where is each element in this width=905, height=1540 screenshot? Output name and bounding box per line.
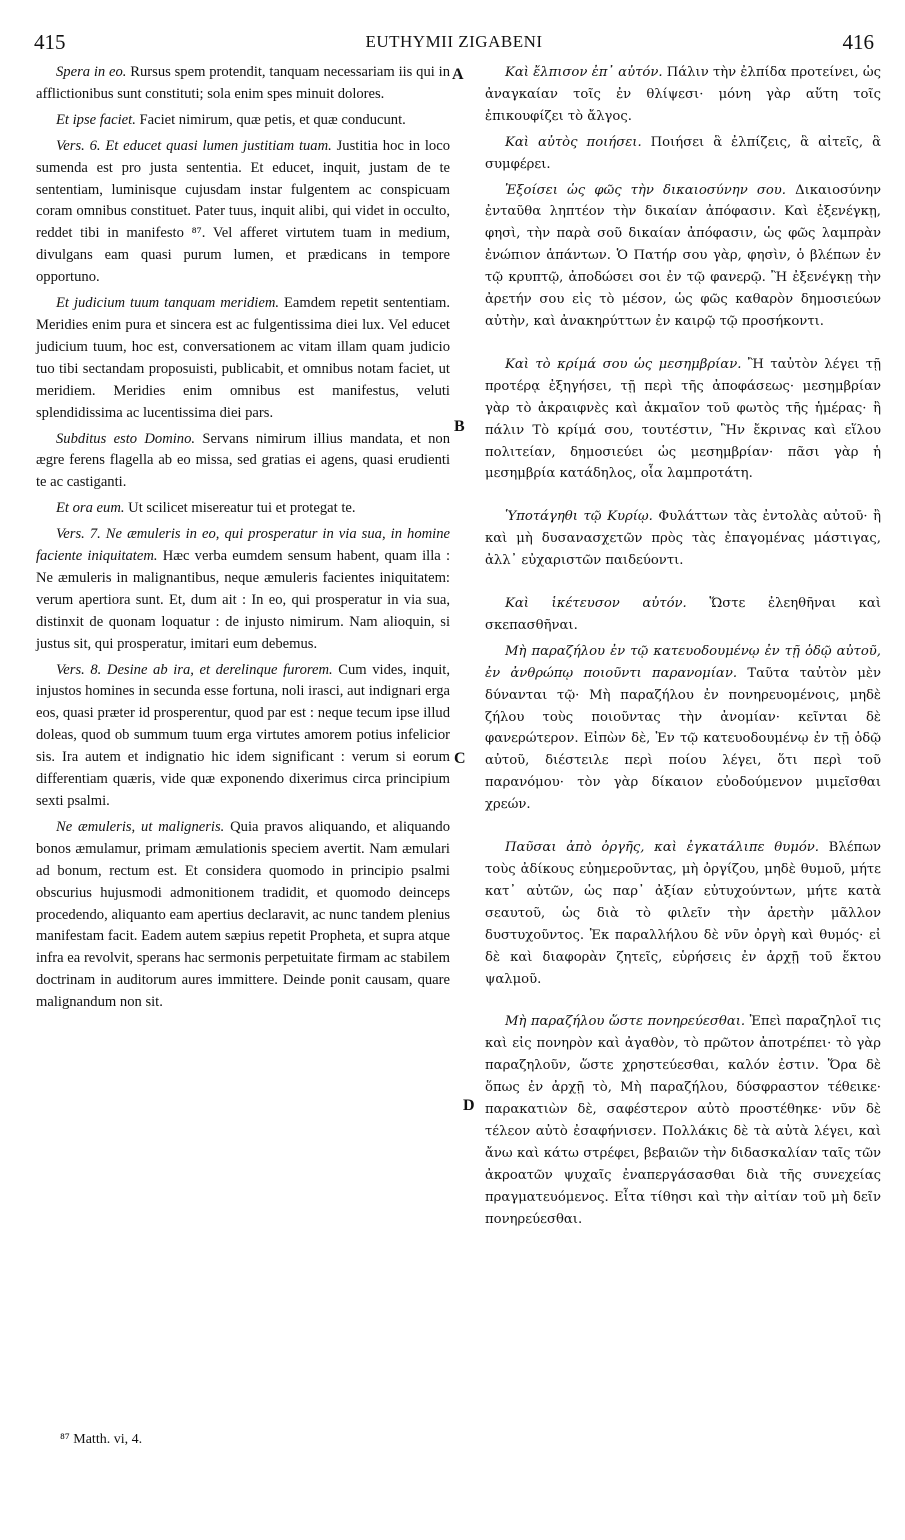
latin-commentary: Cum vides, inquit, injustos homines in secunda esse fortuna, noli irasci, aut indignari erga eos, quasi præter id prosperentur, quod par est : neque tecum ipse illud doleas, quod ob summum tuum erga virtutes amorem potius infelicior sis. Ira autem et indignatio hic idem significant : verum si eorum differentiam quæris, vide quæ exponendo dixerimus circa principium sexti psalmi. bbox=[36, 661, 450, 809]
latin-paragraph bbox=[36, 293, 450, 424]
greek-lemma: Μὴ παραζήλου ἐν τῷ κατευοδουμένῳ ἐν τῇ ὁδῷ αὐτοῦ, ἐν ἀνθρώπῳ ποιοῦντι παρανομίαν. bbox=[485, 643, 881, 681]
latin-paragraph bbox=[36, 498, 450, 520]
section-marker-b: B bbox=[454, 418, 465, 435]
greek-paragraph bbox=[485, 506, 881, 572]
latin-paragraph bbox=[36, 136, 450, 289]
latin-lemma: Et ipse faciet. bbox=[56, 111, 136, 128]
greek-lemma: Ἐξοίσει ὡς φῶς τὴν δικαιοσύνην σου. bbox=[505, 182, 786, 198]
page-number-left: 415 bbox=[34, 30, 66, 54]
latin-lemma: Vers. 6. Et educet quasi lumen justitiam tuam. bbox=[56, 137, 332, 154]
greek-commentary: Ἐπεὶ παραζηλοῖ τις καὶ εἰς πονηρὸν καὶ ἀγαθὸν, τὸ πρῶτον ἀποτρέπει· τὸ γὰρ παραζηλοῦν, ὥστε χρηστεύεσθαι, καλόν ἐστιν. Ὅρα δὲ ὅπως ἐν ἀρχῇ τὸ, Μὴ παραζήλου, δύσφραστον τέθεικε· παρακατιὼν δὲ, σαφέστερον αὐτὸ προστέθηκε· νῦν δὲ τέλεον αὐτὸ ἐσαφήνισεν. Πολλάκις δὲ τὰ αὐτὰ λέγει, καὶ ἄνω καὶ κάτω στρέφει, βεβαιῶν τὴν διδασκαλίαν ταῖς τῶν ἀκροατῶν ψυχαῖς ἐναπεργάσασθαι διὰ τῆς συνεχείας πραγματευόμενος. Εἶτα τίθησι καὶ τὴν αἰτίαν τοῦ μὴ δεῖν πονηρεύεσθαι. bbox=[485, 1014, 881, 1227]
greek-lemma: Καὶ ἔλπισον ἐπ᾽ αὐτόν. bbox=[505, 65, 663, 80]
latin-paragraph bbox=[36, 660, 450, 813]
latin-column bbox=[36, 62, 450, 1018]
greek-commentary: Βλέπων τοὺς ἀδίκους εὐημεροῦντας, μὴ ὀργίζου, μηδὲ θυμοῦ, μήτε κατ᾽ αὐτῶν, ὡς παρ᾽ ἀξίαν εὐτυχούντων, μήτε κατὰ σεαυτοῦ, ὡς διὰ τὸ φιλεῖν τὴν ἀρετὴν μᾶλλον δυστυχοῦντος. Ἐκ παραλλήλου δὲ νῦν ὀργὴ καὶ θυμός· εἰ δὲ καὶ διαφορὰν ζητεῖς, εὑρήσεις ἐν ἀρχῇ τοῦ ἕκτου ψαλμοῦ. bbox=[485, 840, 881, 987]
page-header bbox=[34, 30, 874, 54]
latin-commentary: Rursus spem protendit, tanquam necessariam iis qui in afflictionibus sunt constituti; sola enim spes minuit dolores. bbox=[36, 64, 450, 102]
latin-commentary: Quia pravos aliquando, et aliquando bonos æmulamur, primam æmulationis speciem avertit. Nam æmulari ad bonum, rectum est. Et considera quomodo in principio psalmi obscurius hujusmodi admonitionem tradidit, et quomodo deinceps procedendo, aliquanto eam apertius declaravit, ac nunc tandem plenius manifestam facit. Eadem autem sæpius repetit Propheta, et supra atque infra ea revolvit, sperans hac sermonis perpetuitate firmam ac stabilem doctrinam in auditorum aures immittere. Deinde ponit causam, quare malignandum non sit. bbox=[36, 818, 450, 1011]
greek-paragraph bbox=[485, 641, 881, 816]
greek-paragraph bbox=[485, 180, 881, 333]
latin-paragraph bbox=[36, 62, 450, 106]
latin-commentary: Eamdem repetit sententiam. Meridies enim pura et sincera est ac fulgentissima diei lux. Vel educet judicium tuum, hoc est, conversationem ac vitam illam quam judicio tuo tibi sectandam proposuisti, publicabit, et omnibus notam faciet, ut meridiem. Meridies enim omnibus est manifestus, veluti splendidissima ac lucentissima diei pars. bbox=[36, 295, 450, 421]
greek-paragraph bbox=[485, 1011, 881, 1230]
latin-lemma: Et ora eum. bbox=[56, 500, 125, 517]
latin-lemma: Ne æmuleris, ut maligneris. bbox=[56, 818, 225, 835]
greek-paragraph bbox=[485, 354, 881, 485]
greek-commentary: Δικαιοσύνην ἐνταῦθα ληπτέον τὴν δικαίαν ἀπόφασιν. Καὶ ἐξενέγκῃ, φησὶ, τὴν παρὰ σοῦ δικαίαν ἀπόφασιν, ὡς φῶς λαμπρὰν ἐνώπιον ἁπάντων. Ὁ Πατήρ σου γὰρ, φησὶν, ὁ βλέπων ἐν τῷ κρυπτῷ, ἀποδώσει σοι ἐν τῷ φανερῷ. Ἢ ἐξενέγκῃ τὴν ἀρετήν σου εἰς τὸ μέσον, ὡς φῶς καθαρὸν δημοσιεύων αὐτὴν, καὶ ἀνακηρύττων ἐν καιρῷ τῷ προσήκοντι. bbox=[485, 182, 881, 329]
latin-paragraph bbox=[36, 524, 450, 655]
footnote: ⁸⁷ Matth. vi, 4. bbox=[60, 1432, 143, 1447]
section-marker-c: C bbox=[454, 750, 466, 767]
greek-lemma: Μὴ παραζήλου ὥστε πονηρεύεσθαι. bbox=[505, 1014, 746, 1030]
greek-commentary: Ποιήσει ἃ ἐλπίζεις, ἃ αἰτεῖς, ἃ συμφέρει. bbox=[485, 134, 881, 172]
latin-paragraph bbox=[36, 429, 450, 495]
latin-commentary: Hæc verba eumdem sensum habent, quam illa : Ne æmuleris in malignantibus, neque æmuleris facientes iniquitatem: verum apertiora sunt. Et, dum ait : In eo, qui prosperatur in via sua, distinxit de quonam loquatur : de injusto nimirum. Nam alioquin, si justus sit, qui prosperatur, imitari eum debemus. bbox=[36, 548, 451, 652]
greek-paragraph bbox=[485, 593, 881, 637]
greek-paragraph bbox=[485, 837, 881, 990]
greek-lemma: Καὶ τὸ κρίμά σου ὡς μεσημβρίαν. bbox=[505, 356, 742, 372]
greek-column bbox=[485, 62, 881, 1252]
latin-lemma: Vers. 8. Desine ab ira, et derelinque furorem. bbox=[56, 661, 333, 678]
page-number-right: 416 bbox=[842, 30, 874, 54]
greek-commentary: Ὥστε ἐλεηθῆναι καὶ σκεπασθῆναι. bbox=[485, 596, 882, 633]
latin-commentary: Justitia hoc in loco sumenda est pro justa sententia. Et educet, inquit, justam de te sententiam, luminisque cujusdam instar fulgentem ac conspicuam coram omnibus constituet. Pater tuus, inquit alibi, qui videt in occulto, reddet tibi in manifesto ⁸⁷. Vel afferet virtutem tuam in medium, divulgans eam quasi purum lumen, et prædicans in tempore opportuno. bbox=[36, 137, 450, 286]
section-marker-d: D bbox=[463, 1097, 475, 1114]
latin-paragraph bbox=[36, 110, 450, 132]
section-marker-a: A bbox=[452, 66, 464, 83]
greek-lemma: Καὶ ἱκέτευσον αὐτόν. bbox=[505, 596, 687, 612]
latin-commentary: Servans nimirum illius mandata, et non ægre ferens flagella ab eo missa, sed gratias ei agens, quasi erudienti te ac castiganti. bbox=[36, 430, 450, 491]
greek-commentary: Ταῦτα ταὐτὸν μὲν δύνανται τῷ· Μὴ παραζήλου ἐν πονηρευομένοις, μηδὲ ζήλου τοὺς ποιοῦντας τὴν ἀνομίαν· κεῖνται δὲ φανερώτερον. Εἰπὼν δὲ, Ἐν τῷ κατευοδουμένῳ ἐν τῇ ὁδῷ αὐτοῦ, διέστειλε περὶ ποίου λέγει, ὅτι περὶ τοῦ παρανόμου· τὸν γὰρ δίκαιον εὐοδούμενον μιμεῖσθαι χρεών. bbox=[485, 665, 881, 813]
latin-commentary: Faciet nimirum, quæ petis, et quæ conducunt. bbox=[135, 111, 406, 128]
greek-commentary: Ἢ ταὐτὸν λέγει τῇ προτέρᾳ ἐξηγήσει, τῇ περὶ τῆς ἀποφάσεως· μεσημβρίαν γὰρ τὸ ἀκραιφνὲς καὶ ἀκμαῖον τοῦ φωτὸς τῆς ἡμέρας· ἢ πάλιν Τὸ κρίμά σου, τουτέστιν, Ἣν ἔκρινας καὶ εἵλου πολιτείαν, δημοσιεύει ὡς μεσημβρίαν· πᾶσι γὰρ ἡ μεσημβρία κατάδηλος, οἷα λαμπροτάτη. bbox=[485, 356, 881, 482]
latin-lemma: Spera in eo. bbox=[56, 64, 127, 80]
running-title: EUTHYMII ZIGABENI bbox=[365, 32, 543, 51]
latin-lemma: Et judicium tuum tanquam meridiem. bbox=[56, 295, 280, 312]
greek-lemma: Παῦσαι ἀπὸ ὀργῆς, καὶ ἐγκατάλιπε θυμόν. bbox=[505, 840, 819, 856]
greek-commentary: Πάλιν τὴν ἐλπίδα προτείνει, ὡς ἀναγκαίαν τοῖς ἐν θλίψεσι· μόνη γὰρ αὕτη τοῖς ἐπικουφίζει τὸ ἄλγος. bbox=[485, 65, 881, 124]
latin-commentary: Ut scilicet misereatur tui et protegat te. bbox=[124, 500, 356, 517]
greek-lemma: Ὑποτάγηθι τῷ Κυρίῳ. bbox=[505, 509, 653, 525]
latin-paragraph bbox=[36, 817, 450, 1014]
greek-commentary: Φυλάττων τὰς ἐντολὰς αὐτοῦ· ἢ καὶ μὴ δυσανασχετῶν πρὸς τὰς ἐπαγομένας μάστιγας, ἀλλ᾽ εὐχαριστῶν παιδεύοντι. bbox=[485, 509, 882, 569]
greek-lemma: Καὶ αὐτὸς ποιήσει. bbox=[505, 134, 642, 150]
latin-lemma: Vers. 7. Ne æmuleris in eo, qui prosperatur in via sua, in homine faciente iniquitatem. bbox=[36, 526, 450, 565]
greek-paragraph bbox=[485, 132, 881, 176]
latin-lemma: Subditus esto Domino. bbox=[56, 430, 196, 447]
greek-paragraph bbox=[485, 62, 881, 128]
